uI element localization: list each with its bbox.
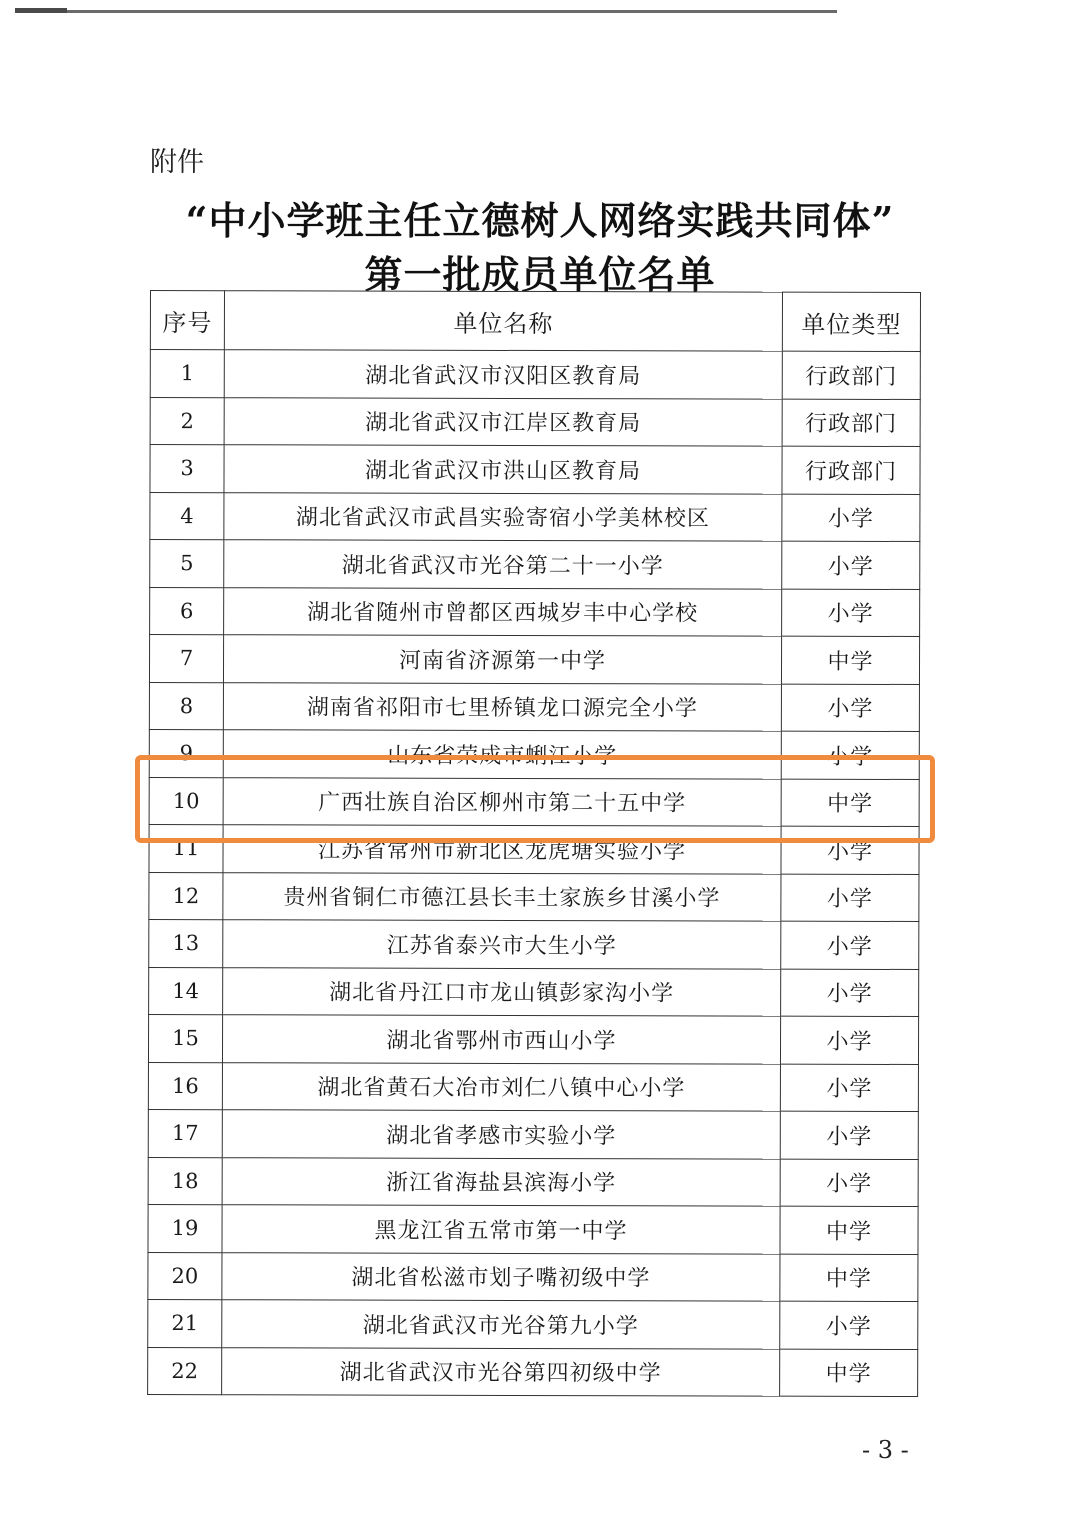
cell-name: 江苏省泰兴市大生小学 xyxy=(223,920,781,969)
member-roster-table xyxy=(147,290,921,1397)
table-row xyxy=(148,1062,918,1112)
cell-type: 小学 xyxy=(780,1016,918,1064)
table-row xyxy=(150,492,920,542)
cell-type: 小学 xyxy=(782,541,920,589)
cell-type: 中学 xyxy=(781,636,919,684)
document-title-line-1: “中小学班主任立德树人网络实践共同体” xyxy=(185,198,895,243)
cell-name: 江苏省常州市新北区龙虎塘实验小学 xyxy=(223,825,781,874)
cell-seq: 12 xyxy=(149,872,223,920)
cell-name: 湖北省武汉市光谷第二十一小学 xyxy=(224,540,782,589)
cell-seq: 3 xyxy=(150,445,224,493)
header-rule-mark xyxy=(15,8,67,13)
cell-name: 湖北省武汉市洪山区教育局 xyxy=(224,445,782,494)
cell-seq: 20 xyxy=(148,1252,222,1300)
cell-type: 行政部门 xyxy=(782,446,920,494)
table-row xyxy=(150,445,920,495)
cell-name: 河南省济源第一中学 xyxy=(223,635,781,684)
table-row xyxy=(148,1299,918,1349)
cell-name: 湖北省鄂州市西山小学 xyxy=(222,1015,780,1064)
cell-name: 湖南省祁阳市七里桥镇龙口源完全小学 xyxy=(223,682,781,731)
cell-seq: 19 xyxy=(148,1204,222,1252)
cell-seq: 5 xyxy=(150,540,224,588)
highlight-annotation-box xyxy=(135,755,935,843)
cell-seq: 4 xyxy=(150,492,224,540)
table-row xyxy=(149,872,919,922)
cell-name: 湖北省松滋市划子嘴初级中学 xyxy=(222,1252,780,1301)
table-row xyxy=(149,682,919,732)
cell-seq: 18 xyxy=(148,1157,222,1205)
table-row xyxy=(148,1252,918,1302)
cell-seq: 22 xyxy=(148,1347,222,1395)
cell-name: 贵州省铜仁市德江县长丰土家族乡甘溪小学 xyxy=(223,872,781,921)
cell-seq: 17 xyxy=(148,1109,222,1157)
cell-name: 湖北省孝感市实验小学 xyxy=(222,1110,780,1159)
cell-seq: 10 xyxy=(149,777,223,825)
cell-seq: 8 xyxy=(149,682,223,730)
cell-name: 浙江省海盐县滨海小学 xyxy=(222,1157,780,1206)
cell-type: 小学 xyxy=(781,684,919,732)
cell-type: 行政部门 xyxy=(782,351,920,399)
cell-seq: 6 xyxy=(150,587,224,635)
cell-seq: 1 xyxy=(150,350,224,398)
table-row xyxy=(150,350,920,400)
cell-name: 湖北省武汉市光谷第四初级中学 xyxy=(222,1347,780,1396)
table-row xyxy=(150,540,920,590)
table-row xyxy=(150,587,920,637)
cell-seq: 21 xyxy=(148,1299,222,1347)
cell-seq: 9 xyxy=(149,729,223,777)
table-row xyxy=(148,1157,918,1207)
cell-name: 湖北省武汉市江岸区教育局 xyxy=(224,397,782,446)
attachment-label: 附件 xyxy=(150,147,204,178)
cell-type: 小学 xyxy=(781,874,919,922)
table-header-row xyxy=(150,291,920,352)
cell-type: 小学 xyxy=(780,1159,918,1207)
cell-type: 小学 xyxy=(782,589,920,637)
header-rule xyxy=(15,10,837,13)
cell-name: 黑龙江省五常市第一中学 xyxy=(222,1205,780,1254)
cell-name: 山东省荣成市蜊江小学 xyxy=(223,730,781,779)
cell-type: 中学 xyxy=(781,779,919,827)
table-row xyxy=(150,397,920,447)
header-unit-name: 单位名称 xyxy=(224,291,782,351)
cell-seq: 15 xyxy=(148,1014,222,1062)
cell-type: 中学 xyxy=(780,1254,918,1302)
cell-type: 小学 xyxy=(780,1064,918,1112)
cell-name: 湖北省随州市曾都区西城岁丰中心学校 xyxy=(224,587,782,636)
table-row xyxy=(149,967,919,1017)
cell-name: 湖北省武汉市武昌实验寄宿小学美林校区 xyxy=(224,492,782,541)
cell-seq: 14 xyxy=(149,967,223,1015)
cell-type: 中学 xyxy=(780,1206,918,1254)
table-row xyxy=(148,1204,918,1254)
cell-type: 行政部门 xyxy=(782,399,920,447)
table-row xyxy=(149,635,919,685)
cell-name: 湖北省武汉市汉阳区教育局 xyxy=(224,350,782,399)
cell-type: 小学 xyxy=(782,494,920,542)
cell-seq: 11 xyxy=(149,824,223,872)
table-row xyxy=(148,1109,918,1159)
cell-type: 小学 xyxy=(781,731,919,779)
header-seq: 序号 xyxy=(150,291,224,350)
cell-type: 小学 xyxy=(781,921,919,969)
cell-seq: 2 xyxy=(150,397,224,445)
cell-type: 中学 xyxy=(780,1349,918,1397)
document-title-line-2: 第一批成员单位名单 xyxy=(364,252,716,297)
cell-name: 湖北省武汉市光谷第九小学 xyxy=(222,1300,780,1349)
cell-name: 广西壮族自治区柳州市第二十五中学 xyxy=(223,777,781,826)
cell-type: 小学 xyxy=(781,969,919,1017)
cell-name: 湖北省黄石大冶市刘仁八镇中心小学 xyxy=(222,1062,780,1111)
cell-type: 小学 xyxy=(780,1111,918,1159)
table-row xyxy=(149,919,919,969)
table-row xyxy=(148,1014,918,1064)
cell-seq: 16 xyxy=(148,1062,222,1110)
cell-seq: 13 xyxy=(149,919,223,967)
cell-type: 小学 xyxy=(780,1301,918,1349)
table-row xyxy=(148,1347,918,1397)
header-unit-type: 单位类型 xyxy=(782,292,920,351)
page-number: - 3 - xyxy=(862,1436,909,1464)
cell-seq: 7 xyxy=(149,635,223,683)
cell-type: 小学 xyxy=(781,826,919,874)
cell-name: 湖北省丹江口市龙山镇彭家沟小学 xyxy=(223,967,781,1016)
table-body xyxy=(148,350,921,1397)
